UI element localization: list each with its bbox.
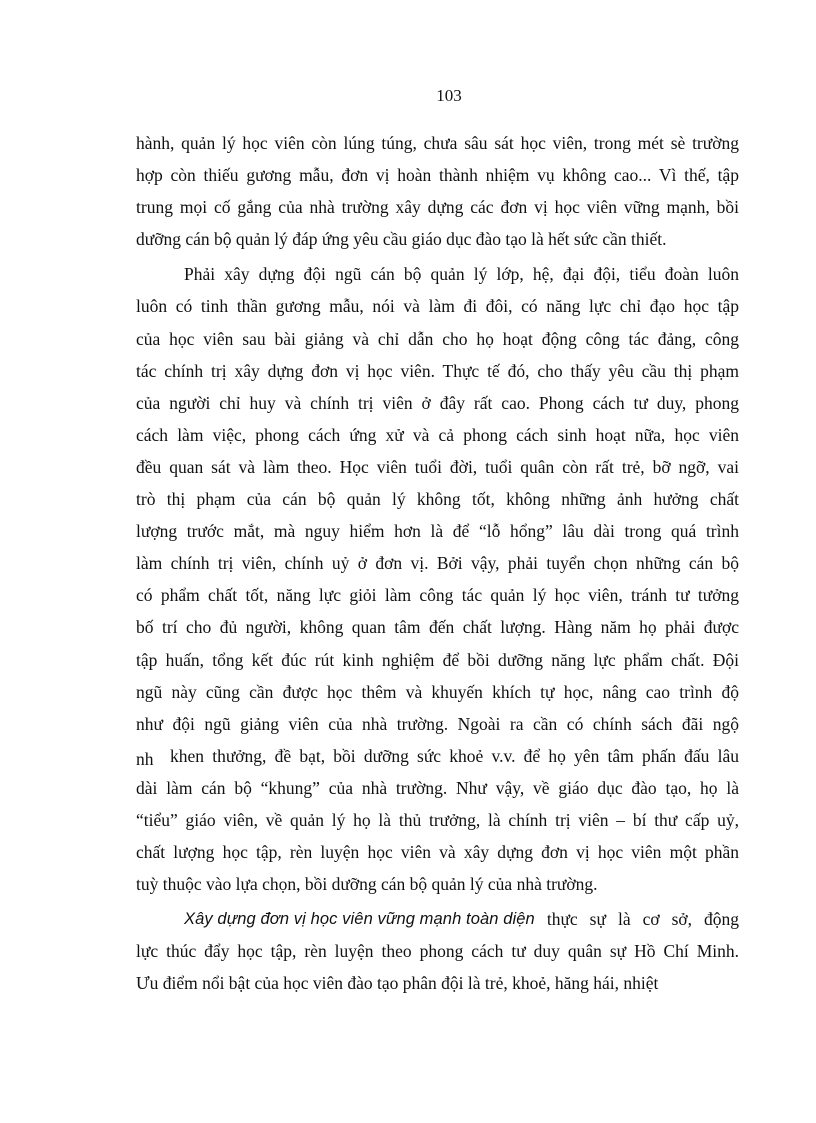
paragraph-1 xyxy=(136,127,739,255)
text-line: hợp còn thiếu gương mẫu, đơn vị hoàn thành nhiệm vụ không cao... Vì thế, tập xyxy=(136,165,739,186)
text-line-lead xyxy=(136,903,739,935)
text-line: của người chỉ huy và chính trị viên ở đây rất cao. Phong cách tư duy, phong xyxy=(136,392,739,413)
text-line: trò thị phạm của cán bộ quản lý không tốt, không những ảnh hưởng chất xyxy=(136,489,739,510)
paragraph-2 xyxy=(136,258,739,900)
nh-fragment: nh xyxy=(136,748,154,769)
text-line: dưỡng cán bộ quản lý đáp ứng yêu cầu giáo dục đào tạo là hết sức cần thiết. xyxy=(136,229,667,250)
text-line: bố trí cho đủ người, không quan tâm đến chất lượng. Hàng năm họ phải được xyxy=(136,617,739,638)
text-line: luôn có tinh thần gương mẫu, nói và làm đi đôi, có năng lực chỉ đạo học tập xyxy=(136,296,739,317)
text-line: dài làm cán bộ “khung” của nhà trường. Như vậy, về giáo dục đào tạo, họ là xyxy=(136,777,739,798)
text-line: có phẩm chất tốt, năng lực giỏi làm công tác quản lý học viên, tránh tư tưởng xyxy=(136,585,739,606)
text-line: chất lượng học tập, rèn luyện học viên và xây dựng đơn vị học viên một phần xyxy=(136,842,739,863)
text-line: trung mọi cố gắng của nhà trường xây dựng các đơn vị học viên vững mạnh, bồi xyxy=(136,197,739,218)
text-line-segment: thực sự là cơ sở, động xyxy=(534,909,739,930)
page-number: 103 xyxy=(436,86,462,105)
text-line: hành, quản lý học viên còn lúng túng, chưa sâu sát học viên, trong mét sè trường xyxy=(136,133,739,153)
text-line: cách làm việc, phong cách ứng xử và cả phong cách sinh hoạt nữa, học viên xyxy=(136,424,739,445)
text-line: lượng trước mắt, mà nguy hiểm hơn là để “lỗ hổng” lâu dài trong quá trình xyxy=(136,521,739,542)
text-line: Ưu điểm nổi bật của học viên đào tạo phân đội là trẻ, khoẻ, hăng hái, nhiệt xyxy=(136,973,659,994)
text-line: lực thúc đẩy học tập, rèn luyện theo phong cách tư duy quân sự Hồ Chí Minh. xyxy=(136,941,739,962)
text-line: ngũ này cũng cần được học thêm và khuyến khích tự học, nâng cao trình độ xyxy=(136,681,739,702)
text-line: “tiểu” giáo viên, về quản lý họ là thủ trưởng, là chính trị viên – bí thư cấp uỷ, xyxy=(136,809,739,830)
text-line: như đội ngũ giảng viên của nhà trường. Ngoài ra cần có chính sách đãi ngộ xyxy=(136,713,739,734)
paragraph-3 xyxy=(136,903,739,999)
text-line: Phải xây dựng đội ngũ cán bộ quản lý lớp, hệ, đại đội, tiểu đoàn luôn xyxy=(184,264,739,285)
body-text xyxy=(136,127,739,1000)
text-line: đều quan sát và làm theo. Học viên tuổi đời, tuổi quân còn rất trẻ, bỡ ngỡ, vai xyxy=(136,456,739,477)
italic-heading: Xây dựng đơn vị học viên vững mạnh toàn diện xyxy=(184,910,535,929)
text-line: của học viên sau bài giảng và chỉ dẫn cho họ hoạt động công tác đảng, công xyxy=(136,328,739,349)
text-line: tuỳ thuộc vào lựa chọn, bồi dưỡng cán bộ quản lý của nhà trường. xyxy=(136,874,598,895)
text-line-with-prefix xyxy=(136,740,739,772)
text-line-segment: khen thưởng, đề bạt, bồi dưỡng sức khoẻ v.v. để họ yên tâm phấn đấu lâu xyxy=(170,745,739,766)
text-line: tác chính trị xây dựng đơn vị học viên. Thực tế đó, cho thấy yêu cầu thị phạm xyxy=(136,360,739,381)
text-line: làm chính trị viên, chính uỷ ở đơn vị. Bởi vậy, phải tuyển chọn những cán bộ xyxy=(136,553,739,574)
text-line: tập huấn, tổng kết đúc rút kinh nghiệm để bồi dưỡng năng lực phẩm chất. Đội xyxy=(136,649,739,670)
